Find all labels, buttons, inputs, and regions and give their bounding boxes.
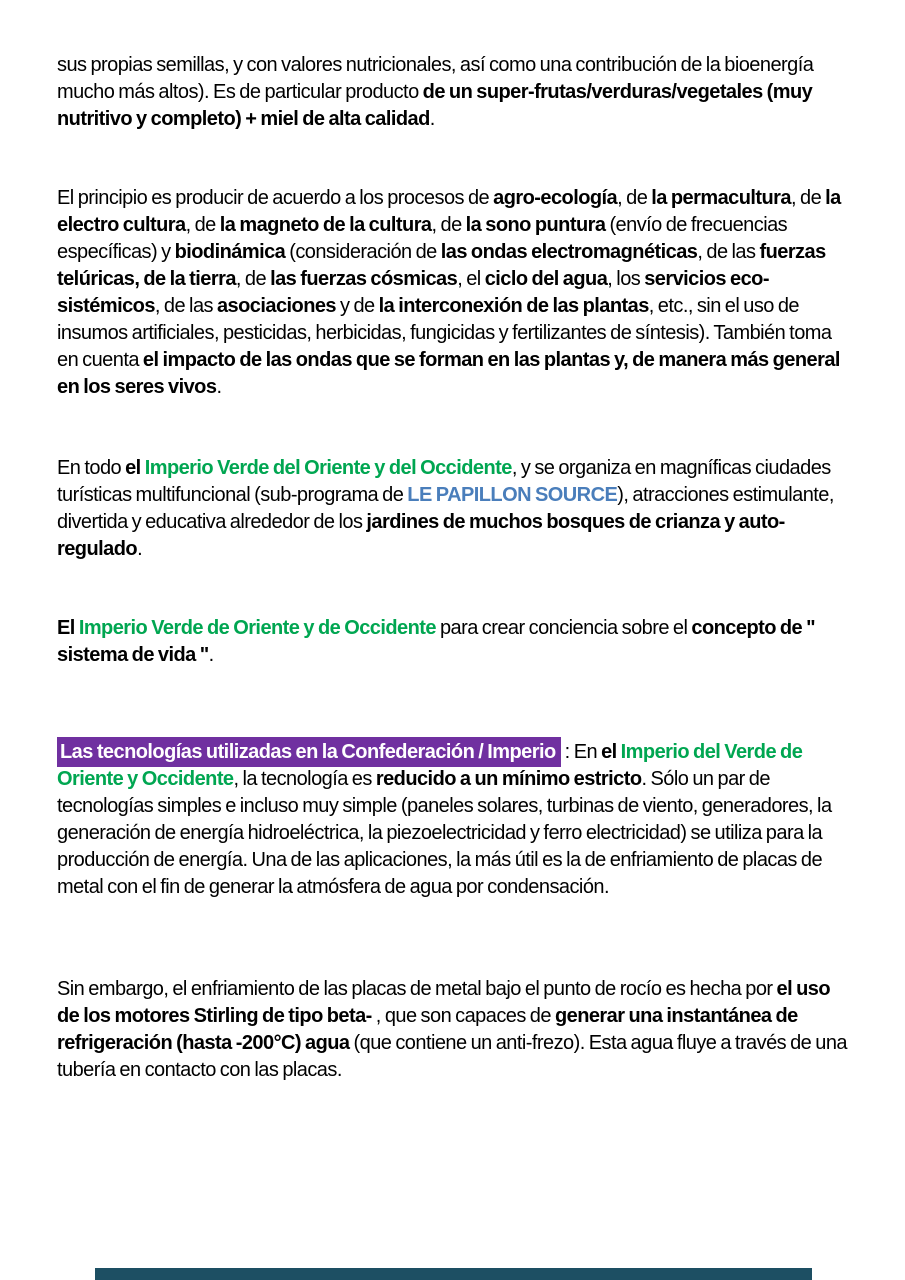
highlighted-heading: Las tecnologías utilizadas en la Confederación / Imperio — [57, 737, 561, 767]
text-run: . — [208, 644, 214, 666]
text-run: LE PAPILLON SOURCE — [407, 484, 618, 506]
text-run: El — [57, 617, 79, 639]
text-run: las fuerzas cósmicas — [270, 268, 458, 290]
text-run: sus propias semillas, y con valores nutricionales, así como una contribución de la bioenergía mucho más altos). Es de particular producto — [57, 54, 814, 103]
text-run: las ondas electromagnéticas — [440, 241, 698, 263]
text-run: , de — [185, 214, 220, 236]
text-run: y de — [336, 295, 379, 317]
text-run: de un super-frutas/verduras/vegetales (muy nutritivo y completo) + miel de alta calidad — [57, 81, 813, 130]
paragraph-3 — [57, 455, 849, 563]
text-run: el — [601, 741, 621, 763]
text-run: la magneto de la cultura — [219, 214, 432, 236]
text-run: . — [216, 376, 222, 398]
text-run: Imperio del Verde de Oriente y Occidente — [57, 741, 803, 790]
text-run: El principio es producir de acuerdo a los procesos de — [57, 187, 494, 209]
paragraph-1 — [57, 52, 849, 133]
text-run: concepto de " sistema de vida " — [57, 617, 816, 666]
text-run: la sono puntura — [465, 214, 606, 236]
text-run: (que contiene un anti-frezo). Esta agua fluye a través de una tubería en contacto con las placas. — [57, 1032, 847, 1081]
text-run: (envío de frecuencias específicas) y — [57, 214, 788, 263]
embedded-image-strip — [95, 1268, 812, 1280]
text-run: , los — [607, 268, 645, 290]
text-run: la electro cultura — [57, 187, 841, 236]
text-run: En todo — [57, 457, 126, 479]
text-run: , de las — [154, 295, 217, 317]
text-run: reducido a un mínimo estricto — [375, 768, 642, 790]
text-run: el — [125, 457, 145, 479]
text-run: , de — [790, 187, 826, 209]
text-run: , de — [617, 187, 652, 209]
text-run: para crear conciencia sobre el — [435, 617, 692, 639]
text-run: ciclo del agua — [484, 268, 608, 290]
text-run: (consideración de — [285, 241, 441, 263]
text-run: , el — [457, 268, 485, 290]
text-run: . Sólo un par de tecnologías simples e incluso muy simple (paneles solares, turbinas de viento, generadores, la generación de energía hidroeléctrica, la piezoelectricidad y ferro electricidad) se utiliza para la producción de energía. Una de las aplicaciones, la más útil es la de enfriamiento de placas de metal con el fin de generar la atmósfera de agua por condensación. — [57, 768, 832, 898]
text-run: , de las — [697, 241, 760, 263]
text-run: , y se organiza en magníficas ciudades turísticas multifuncional (sub-programa de — [57, 457, 831, 506]
text-run: , la tecnología es — [233, 768, 376, 790]
paragraphs — [57, 52, 849, 1084]
text-run: jardines de muchos bosques de crianza y auto-regulado — [57, 511, 785, 560]
paragraph-2 — [57, 185, 849, 401]
text-run: , de — [431, 214, 466, 236]
text-run: el uso de los motores Stirling de tipo beta- — [57, 978, 831, 1027]
text-run: asociaciones — [216, 295, 337, 317]
text-run: , que son capaces de — [371, 1005, 555, 1027]
paragraph-5 — [57, 739, 849, 901]
text-run: biodinámica — [174, 241, 286, 263]
text-run: Imperio Verde del Oriente y del Occidente — [144, 457, 512, 479]
text-run: Imperio Verde de Oriente y de Occidente — [78, 617, 436, 639]
text-run: la interconexión de las plantas — [378, 295, 649, 317]
paragraph-4 — [57, 615, 849, 669]
text-run: agro-ecología — [493, 187, 618, 209]
text-run: fuerzas telúricas, de la tierra — [57, 241, 826, 290]
text-run: generar una instantánea de refrigeración (hasta -200°C) agua — [57, 1005, 798, 1054]
text-run: la permacultura — [651, 187, 791, 209]
text-run: , etc., sin el uso de insumos artificiales, pesticidas, herbicidas, fungicidas y fertilizantes de síntesis). También toma en cuenta — [57, 295, 832, 371]
paragraph-6 — [57, 976, 849, 1084]
text-run: ), atracciones estimulante, divertida y educativa alrededor de los — [57, 484, 834, 533]
text-run: el impacto de las ondas que se forman en las plantas y, de manera más general en los seres vivos — [57, 349, 840, 398]
text-run: Sin embargo, el enfriamiento de las placas de metal bajo el punto de rocío es hecha por — [57, 978, 777, 1000]
text-run: . — [429, 108, 435, 130]
text-run: . — [137, 538, 143, 560]
text-run: : En — [560, 741, 602, 763]
text-run: , de — [235, 268, 271, 290]
text-run: servicios eco-sistémicos — [57, 268, 769, 317]
